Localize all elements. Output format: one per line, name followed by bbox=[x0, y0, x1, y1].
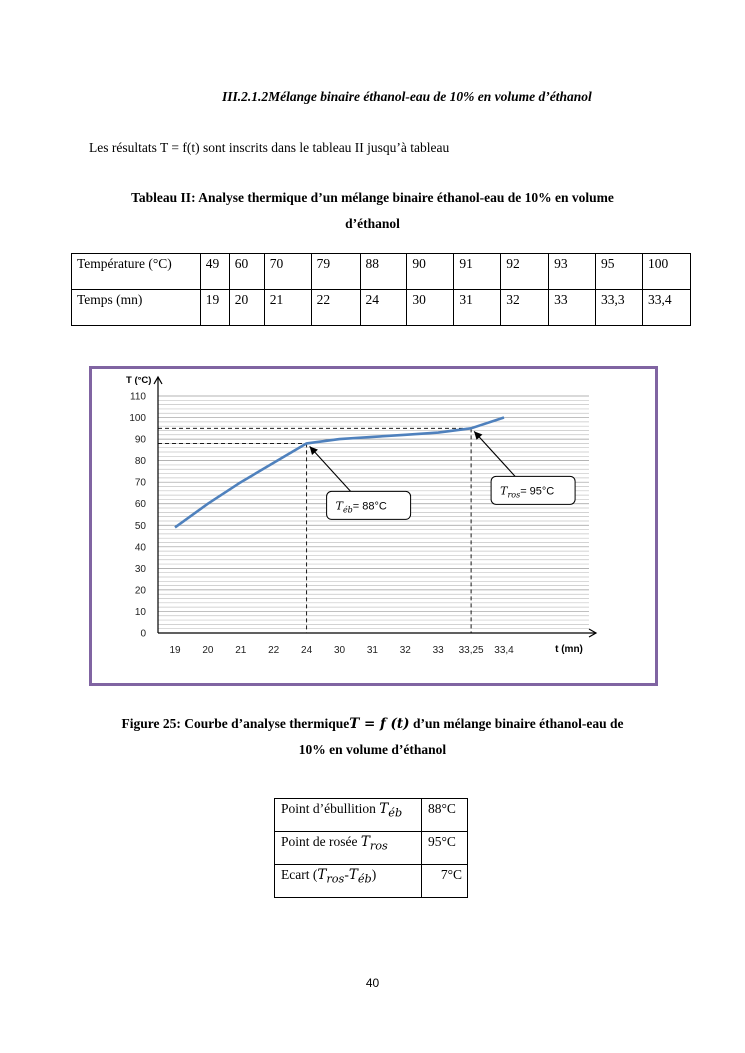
table-cell: 19 bbox=[200, 290, 229, 326]
y-tick-label: 40 bbox=[134, 542, 146, 554]
table-cell: 21 bbox=[264, 290, 311, 326]
figure-caption-math: T = f (t) bbox=[349, 716, 410, 732]
table-cell: 32 bbox=[501, 290, 549, 326]
table-cell: 49 bbox=[200, 254, 229, 290]
table-caption-line2: d’éthanol bbox=[345, 216, 400, 231]
annotation-label: $T_{ros}= 95^\circ C$ bbox=[500, 484, 555, 500]
x-tick-label: 24 bbox=[301, 645, 313, 656]
section-title: III.2.1.2Mélange binaire éthanol-eau de 10% en volume d’éthanol bbox=[222, 89, 592, 104]
annotation-label: $T_{éb}= 88^\circ C$ bbox=[335, 499, 387, 515]
y-tick-label: 110 bbox=[130, 391, 146, 403]
x-tick-label: 33 bbox=[432, 645, 444, 656]
summary-row-dew-point bbox=[275, 832, 468, 865]
figure-frame bbox=[89, 366, 658, 686]
table-cell: 70 bbox=[264, 254, 311, 290]
y-tick-label: 30 bbox=[134, 563, 146, 575]
y-tick-label: 80 bbox=[134, 456, 146, 468]
table-row-label: Temps (mn) bbox=[72, 290, 201, 326]
x-tick-label: 33,25 bbox=[458, 645, 484, 656]
y-tick-label: 0 bbox=[140, 628, 146, 640]
table-row-temperature bbox=[72, 254, 691, 290]
table-cell: 91 bbox=[454, 254, 501, 290]
y-tick-label: 60 bbox=[134, 499, 146, 511]
x-tick-label: 19 bbox=[169, 645, 181, 656]
summary-label: Point d’ébullition $T_{éb}$ bbox=[275, 799, 422, 832]
table-cell: 79 bbox=[311, 254, 360, 290]
y-tick-label: 70 bbox=[134, 477, 146, 489]
summary-value: 88°C bbox=[422, 799, 468, 832]
table-cell: 93 bbox=[549, 254, 596, 290]
table-cell: 88 bbox=[360, 254, 407, 290]
figure-caption-line2: 10% en volume d’éthanol bbox=[298, 742, 447, 757]
figure-caption-line1 bbox=[60, 711, 685, 737]
x-tick-label: 33,4 bbox=[494, 645, 514, 656]
figure-caption bbox=[60, 711, 685, 763]
thermal-analysis-chart bbox=[92, 369, 655, 683]
x-tick-label: 31 bbox=[366, 645, 378, 656]
y-tick-label: 50 bbox=[134, 520, 146, 532]
table-cell: 100 bbox=[642, 254, 690, 290]
table-caption-line1: Tableau II: Analyse thermique d’un mélange binaire éthanol-eau de 10% en volume bbox=[131, 190, 614, 205]
summary-label: Point de rosée $T_{ros}$ bbox=[275, 832, 422, 865]
x-axis-label: t (mn) bbox=[555, 644, 583, 655]
table-cell: 33,4 bbox=[642, 290, 690, 326]
summary-row-boiling-point bbox=[275, 799, 468, 832]
table-cell: 20 bbox=[229, 290, 264, 326]
table-cell: 31 bbox=[454, 290, 501, 326]
figure-caption-text-end: d’un mélange binaire éthanol-eau de bbox=[409, 716, 624, 731]
table-cell: 33 bbox=[549, 290, 596, 326]
table-row-label: Température (°C) bbox=[72, 254, 201, 290]
y-axis-label: T (°C) bbox=[126, 375, 152, 386]
x-tick-label: 20 bbox=[202, 645, 214, 656]
data-table bbox=[71, 253, 691, 326]
x-tick-label: 21 bbox=[235, 645, 247, 656]
y-tick-label: 100 bbox=[129, 413, 146, 425]
summary-value: 7°C bbox=[422, 865, 468, 898]
table-caption bbox=[60, 185, 685, 237]
x-tick-label: 22 bbox=[268, 645, 280, 656]
summary-table bbox=[274, 798, 468, 898]
table-row-time bbox=[72, 290, 691, 326]
table-cell: 92 bbox=[501, 254, 549, 290]
table-cell: 33,3 bbox=[596, 290, 643, 326]
table-cell: 24 bbox=[360, 290, 407, 326]
summary-row-gap bbox=[275, 865, 468, 898]
table-cell: 95 bbox=[596, 254, 643, 290]
annotation-arrow-line bbox=[310, 446, 351, 491]
summary-label: Ecart $(T_{ros}-T_{éb})$ bbox=[275, 865, 422, 898]
table-cell: 60 bbox=[229, 254, 264, 290]
y-tick-label: 10 bbox=[134, 606, 146, 618]
x-tick-label: 32 bbox=[399, 645, 411, 656]
table-cell: 22 bbox=[311, 290, 360, 326]
summary-value: 95°C bbox=[422, 832, 468, 865]
table-cell: 90 bbox=[407, 254, 454, 290]
y-tick-label: 90 bbox=[134, 434, 146, 446]
y-tick-label: 20 bbox=[134, 585, 146, 597]
x-tick-label: 30 bbox=[333, 645, 346, 656]
table-cell: 30 bbox=[407, 290, 454, 326]
figure-caption-text: Figure 25: Courbe d’analyse thermique bbox=[121, 716, 350, 731]
page-number: 40 bbox=[365, 976, 380, 990]
intro-text: Les résultats T = f(t) sont inscrits dans le tableau II jusqu’à tableau bbox=[89, 140, 450, 155]
